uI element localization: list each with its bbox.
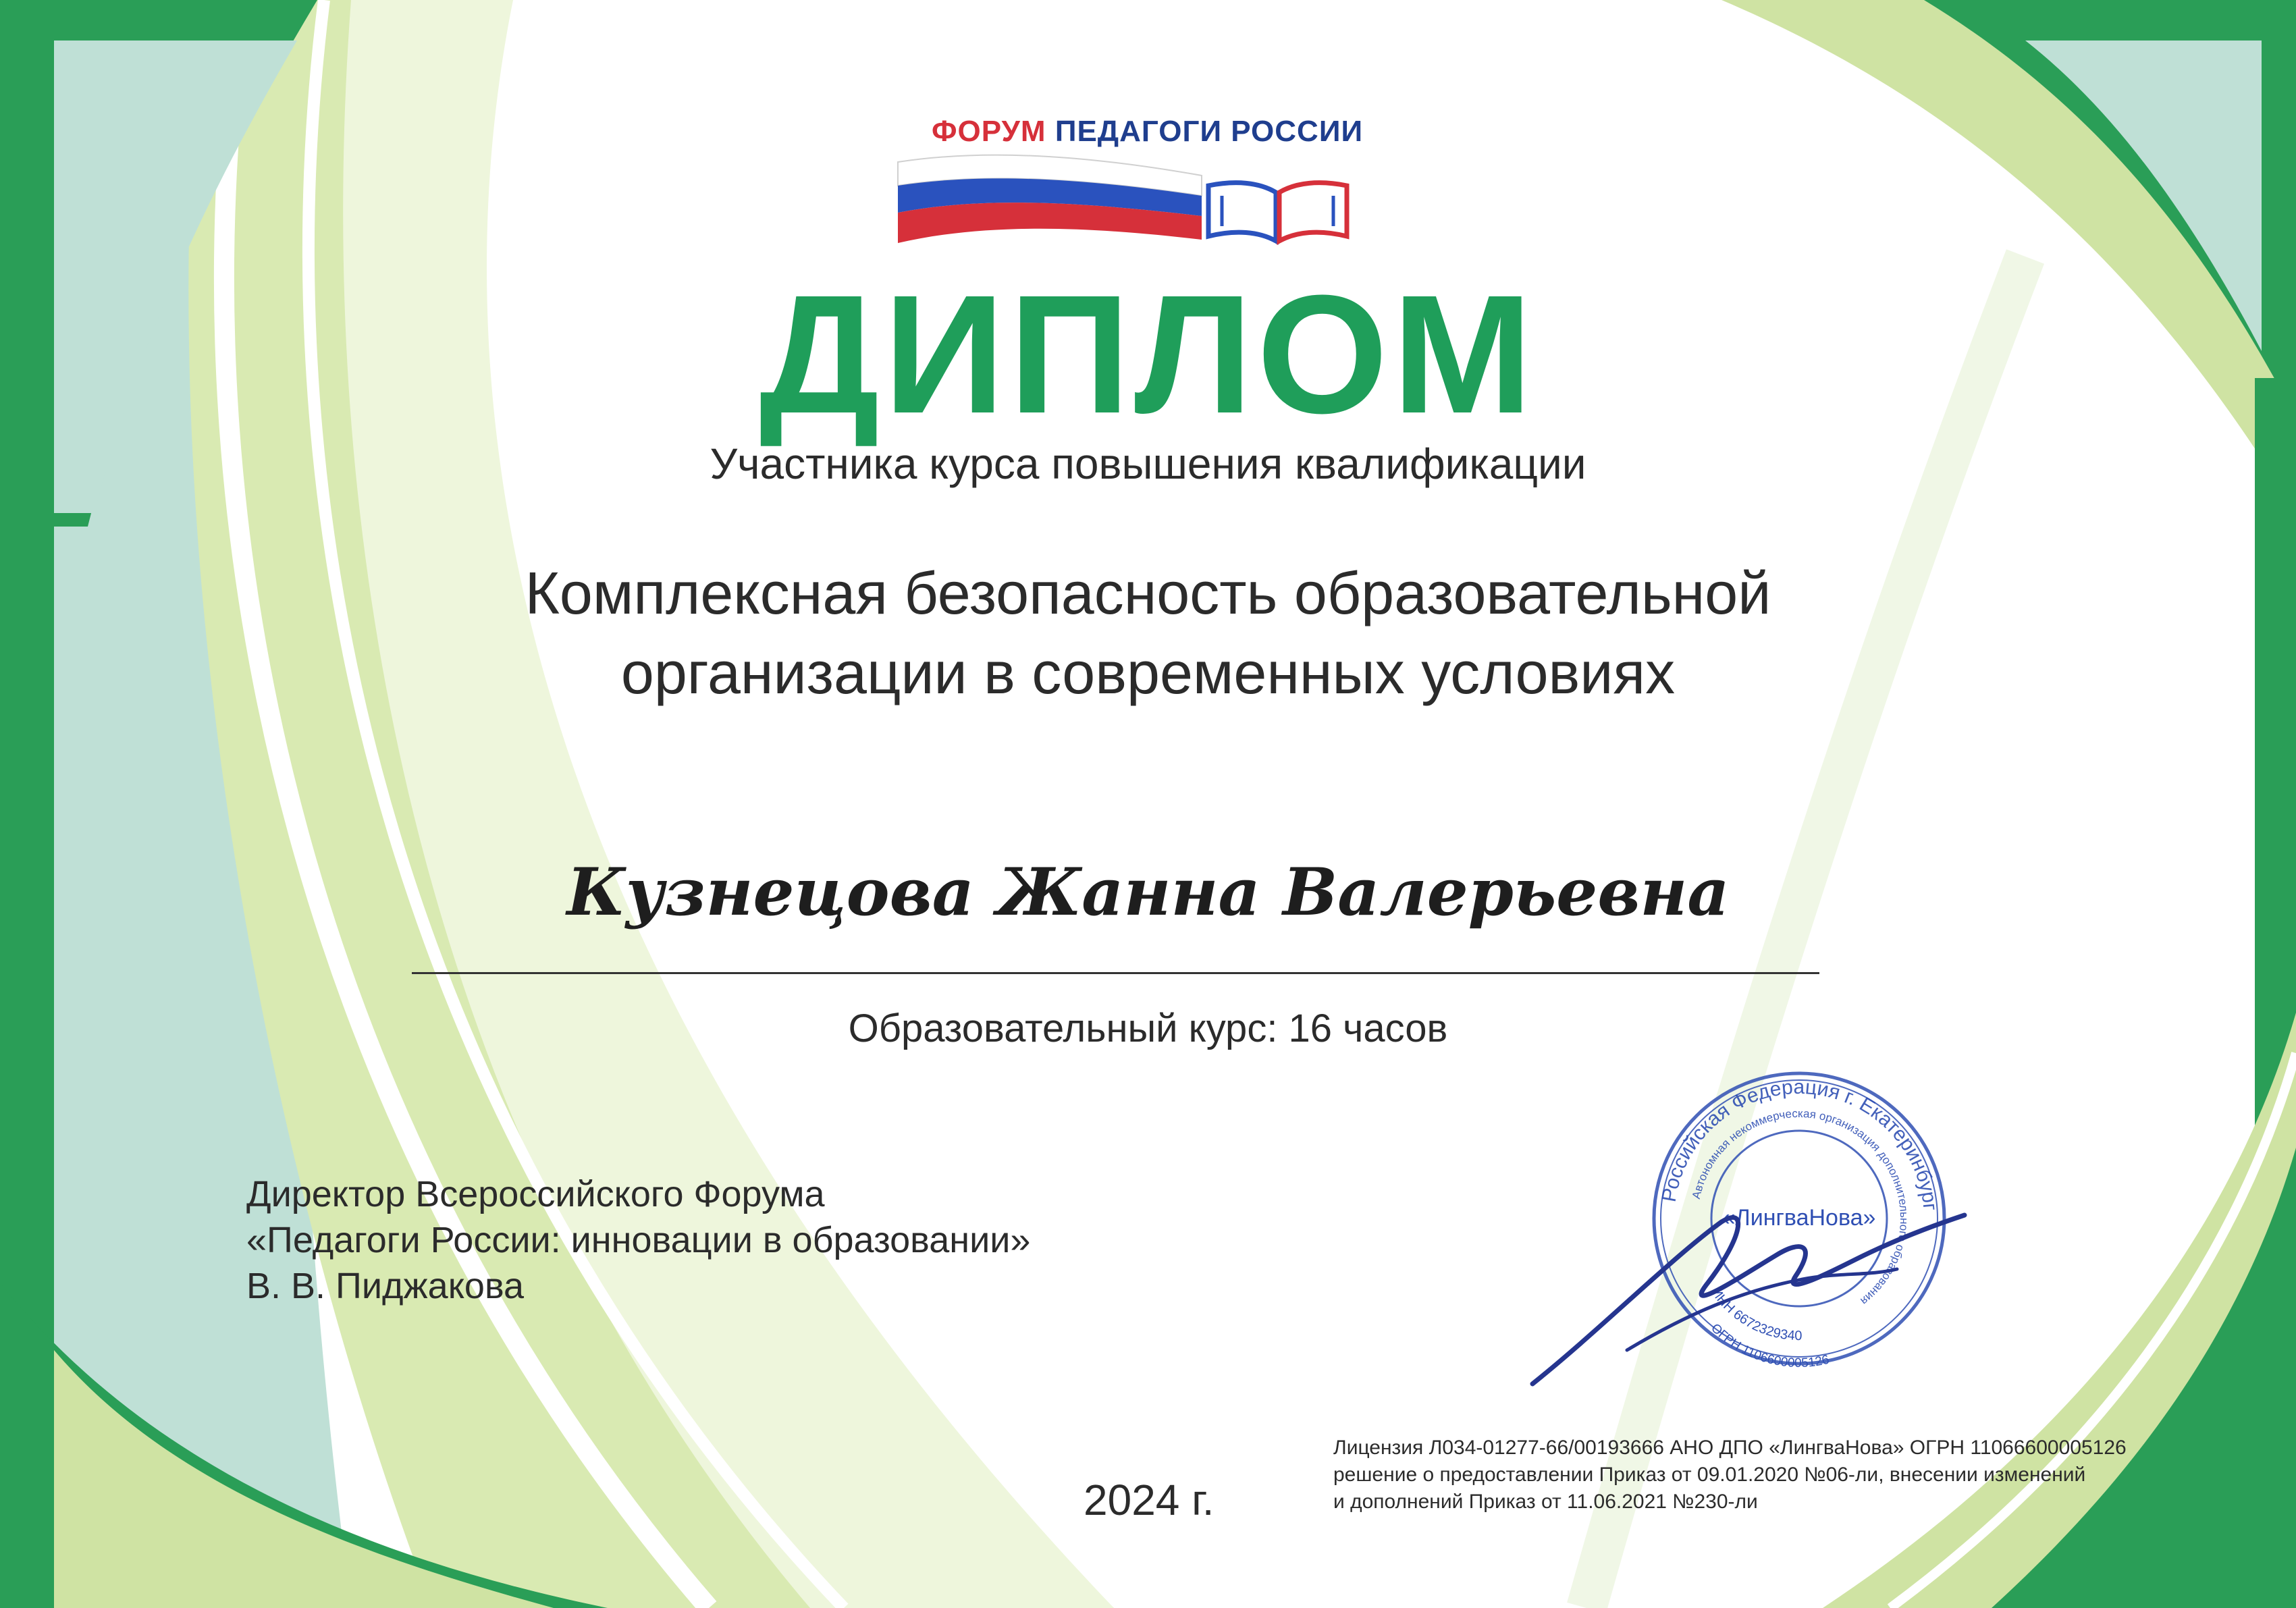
diploma-subtitle: Участника курса повышения квалификации [710, 439, 1586, 488]
recipient-name: Кузнецова Жанна Валерьевна [566, 854, 1730, 930]
issue-year: 2024 г. [1084, 1476, 1214, 1524]
logo-title [932, 115, 1363, 149]
director-name: В. В. Пиджакова [246, 1266, 525, 1306]
open-book-icon [1202, 165, 1357, 246]
stamp-outer-text: Российская Федерация г. Екатеринбург [1657, 1075, 1942, 1212]
course-duration: Образовательный курс: 16 часов [848, 1007, 1448, 1050]
license-line-3: и дополнений Приказ от 11.06.2021 №230-ли [1333, 1491, 1758, 1513]
director-line-1: Директор Всероссийского Форума [246, 1174, 825, 1214]
course-title [0, 554, 2296, 713]
director-line-2: «Педагоги России: инновации в образовании» [246, 1220, 1031, 1260]
course-title-line-1: Комплексная безопасность образовательной [525, 560, 1771, 626]
stamp-ogrn-text: ОГРН 1106600005126 [1708, 1320, 1831, 1370]
forum-logo [884, 101, 1391, 257]
license-info [1333, 1435, 2127, 1516]
stamp-inn-text: ИНН 6672329340 [1707, 1285, 1803, 1344]
flag-ribbon-icon [884, 149, 1249, 257]
director-block [246, 1171, 1030, 1309]
director-signature [1519, 1175, 1992, 1397]
course-title-line-2: организации в современных условиях [620, 639, 1676, 706]
name-underline [412, 972, 1819, 974]
logo-forum-word: ФОРУМ [932, 115, 1046, 148]
license-line-2: решение о предоставлении Приказ от 09.01.2020 №06-ли, внесении изменений [1333, 1464, 2086, 1486]
license-line-1: Лицензия Л034-01277-66/00193666 АНО ДПО «ЛингваНова» ОГРН 11066600005126 [1333, 1437, 2127, 1459]
stamp-inner-text: Автономная некоммерческая организация дополнительного образования [1689, 1106, 1911, 1308]
stamp-center-text: «ЛингваНова» [1722, 1205, 1876, 1231]
logo-rest-words: ПЕДАГОГИ РОССИИ [1054, 115, 1364, 148]
diploma-title: ДИПЛОМ [759, 260, 1537, 448]
